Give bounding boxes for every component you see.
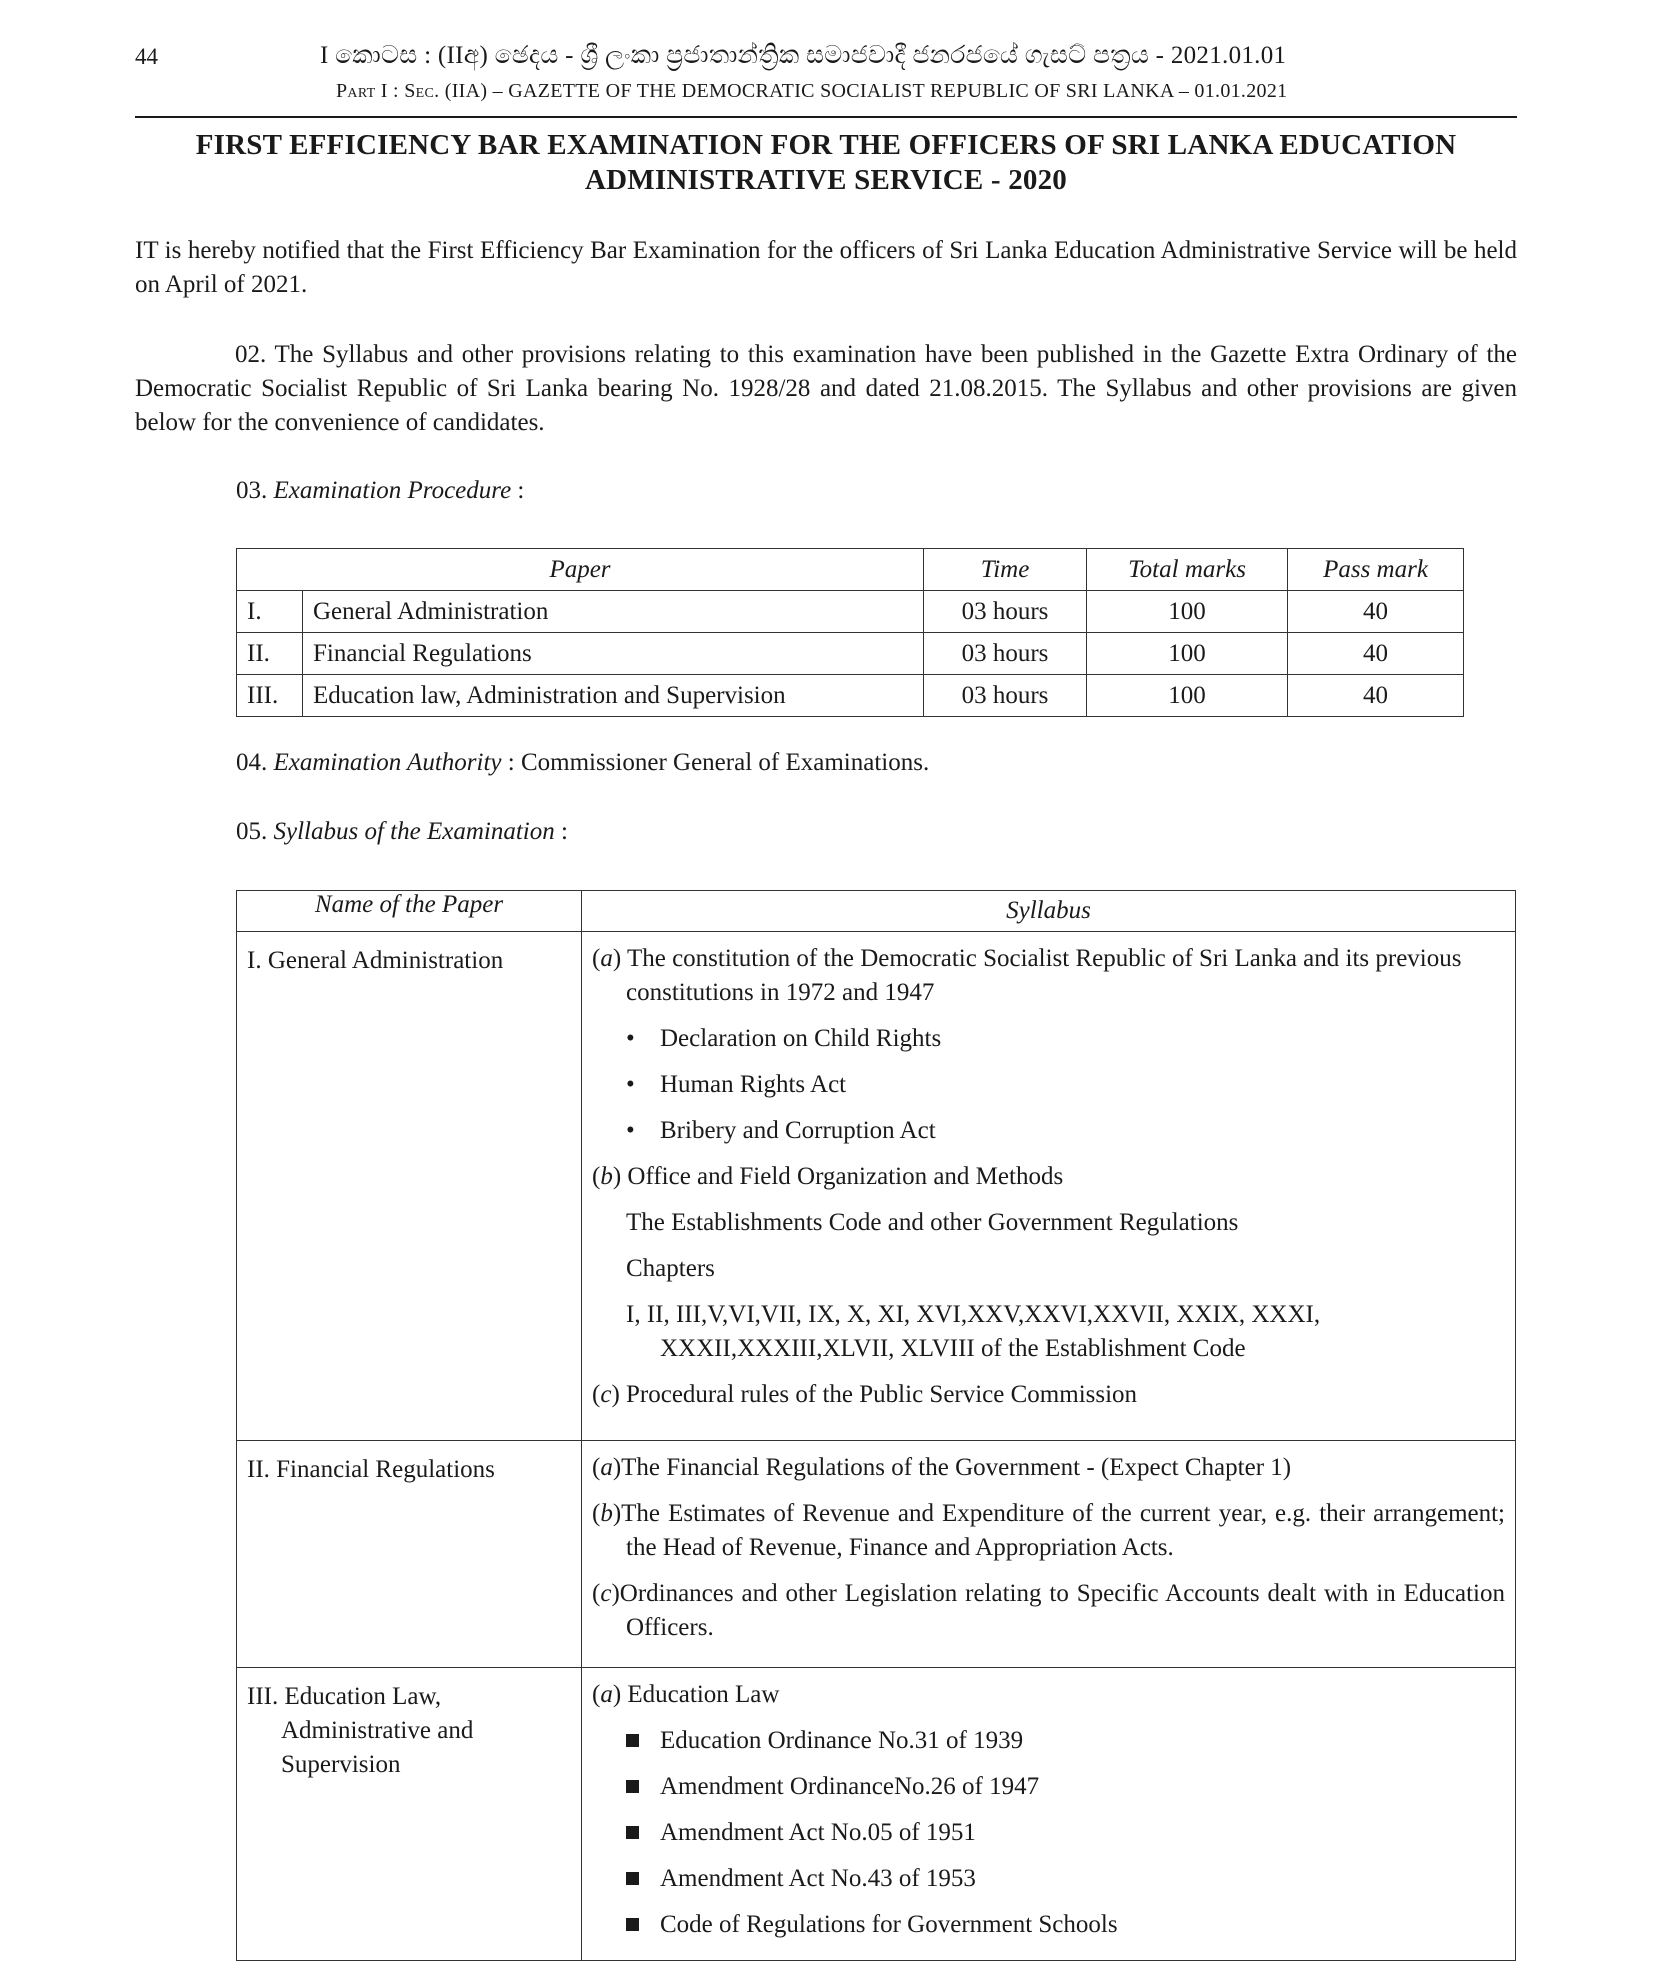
item-text: Ordinances and other Legislation relating to Specific Accounts dealt with in Education Officers. — [619, 1580, 1505, 1641]
table-row — [237, 932, 1516, 1441]
page-number: 44 — [135, 44, 158, 69]
running-head-english: Part I : Sec. (IIA) – GAZETTE OF THE DEMOCRATIC SOCIALIST REPUBLIC OF SRI LANKA – 01.01.2021 — [336, 80, 1288, 102]
paper-time: 03 hours — [924, 633, 1087, 675]
title-line-1: FIRST EFFICIENCY BAR EXAMINATION FOR THE OFFICERS OF SRI LANKA EDUCATION — [195, 129, 1457, 161]
table-row — [237, 591, 1464, 633]
item-text: Office and Field Organization and Methods — [627, 1163, 1064, 1190]
syllabus-cell — [582, 1441, 1516, 1668]
item-05-heading — [236, 815, 568, 849]
paper-name-line: III. Education Law, — [247, 1683, 442, 1710]
item-label: c — [600, 1580, 612, 1607]
header-total-marks: Total marks — [1087, 549, 1288, 591]
item-text: The constitution of the Democratic Socialist Republic of Sri Lanka and its previous constitutions in 1972 and 1947 — [626, 945, 1462, 1006]
running-head-rest: (IIA) – GAZETTE OF THE DEMOCRATIC SOCIALIST REPUBLIC OF SRI LANKA – 01.01.2021 — [444, 80, 1288, 102]
item-03-heading — [236, 474, 524, 508]
list-item-text: Declaration on Child Rights — [660, 1025, 942, 1052]
list-item-text: Education Ordinance No.31 of 1939 — [660, 1727, 1024, 1754]
bullet-dot-icon: • — [626, 1025, 635, 1052]
title-line-2: ADMINISTRATIVE SERVICE - 2020 — [584, 164, 1067, 196]
paper-name: II. Financial Regulations — [247, 1456, 495, 1483]
header-pass-mark: Pass mark — [1288, 549, 1464, 591]
syllabus-line: Chapters — [626, 1255, 715, 1282]
item-05-num: 05. — [236, 818, 268, 845]
item-label: c — [600, 1381, 612, 1408]
header-paper: Paper — [237, 549, 924, 591]
paper-name-cell — [237, 1668, 582, 1961]
syllabus-cell — [582, 932, 1516, 1441]
paper-name: Education law, Administration and Supervision — [303, 675, 924, 717]
syllabus-cell — [582, 1668, 1516, 1961]
notice-title — [135, 128, 1517, 198]
list-item — [592, 1770, 1505, 1804]
header-name-of-paper: Name of the Paper — [237, 891, 582, 932]
list-item-text: Code of Regulations for Government Schools — [660, 1911, 1118, 1938]
paper-total-marks: 100 — [1087, 633, 1288, 675]
square-bullet-icon — [626, 1826, 639, 1839]
item-text: The Financial Regulations of the Government - (Expect Chapter 1) — [621, 1454, 1292, 1481]
list-item — [592, 1114, 1505, 1148]
item-text: Procedural rules of the Public Service Commission — [626, 1381, 1138, 1408]
list-item-text: Bribery and Corruption Act — [660, 1117, 936, 1144]
item-03-label: Examination Procedure — [273, 477, 512, 504]
table-row — [237, 633, 1464, 675]
paper-name: I. General Administration — [247, 947, 504, 974]
list-item — [592, 1068, 1505, 1102]
item-03-suffix: : — [511, 477, 525, 504]
syllabus-header-row — [237, 891, 1516, 932]
item-label: a — [600, 945, 613, 972]
paper-pass-mark: 40 — [1288, 675, 1464, 717]
list-item-text: Amendment Act No.43 of 1953 — [660, 1865, 976, 1892]
item-04-heading — [236, 746, 929, 780]
list-item — [592, 1908, 1505, 1942]
list-item — [592, 1022, 1505, 1056]
table-row — [237, 1668, 1516, 1961]
procedure-header-row — [237, 549, 1464, 591]
square-bullet-icon — [626, 1872, 639, 1885]
syllabus-line-chapters: I, II, III,V,VI,VII, IX, X, XI, XVI,XXV,XXVI,XXVII, XXIX, XXXI, XXXII,XXXIII,XLVII, XLVIII of the Establishment Code — [626, 1301, 1321, 1362]
paper-total-marks: 100 — [1087, 675, 1288, 717]
item-label: b — [600, 1163, 613, 1190]
syllabus-item-a: (a)The Financial Regulations of the Government - (Expect Chapter 1) — [592, 1454, 1292, 1481]
square-bullet-icon — [626, 1918, 639, 1931]
paper-number: II. — [237, 633, 303, 675]
paper-name: General Administration — [303, 591, 924, 633]
paper-name-cell — [237, 932, 582, 1441]
item-05-suffix: : — [554, 818, 568, 845]
paper-name-line: Supervision — [281, 1751, 401, 1778]
syllabus-line: The Establishments Code and other Government Regulations — [626, 1209, 1239, 1236]
header-time: Time — [924, 549, 1087, 591]
header-rule — [135, 116, 1517, 118]
item-04-num: 04. — [236, 749, 268, 776]
syllabus-item-c: (c)Ordinances and other Legislation relating to Specific Accounts dealt with in Education Officers. — [592, 1580, 1505, 1641]
item-label: a — [600, 1454, 613, 1481]
table-row — [237, 1441, 1516, 1668]
bullet-dot-icon: • — [626, 1117, 635, 1144]
paper-total-marks: 100 — [1087, 591, 1288, 633]
list-item-text: Amendment OrdinanceNo.26 of 1947 — [660, 1773, 1040, 1800]
table-row — [237, 675, 1464, 717]
list-item-text: Amendment Act No.05 of 1951 — [660, 1819, 976, 1846]
paper-name-line: Administrative and — [281, 1717, 474, 1744]
paper-time: 03 hours — [924, 675, 1087, 717]
paragraph-02: 02. The Syllabus and other provisions relating to this examination have been published in the Gazette Extra Ordinary of the Democratic Socialist Republic of Sri Lanka bearing No. 1928/28 and dated 21.08.2015. The Syllabus and other provisions are given below for the convenience of candidates. — [135, 341, 1517, 436]
item-04-label: Examination Authority — [273, 749, 502, 776]
examination-procedure-table — [236, 548, 1464, 717]
bullet-dot-icon: • — [626, 1071, 635, 1098]
list-item — [592, 1816, 1505, 1850]
syllabus-item-c: (c) Procedural rules of the Public Service Commission — [592, 1381, 1138, 1408]
paper-number: I. — [237, 591, 303, 633]
paper-name: Financial Regulations — [303, 633, 924, 675]
item-04-text: : Commissioner General of Examinations. — [501, 749, 930, 776]
item-05-label: Syllabus of the Examination — [273, 818, 555, 845]
syllabus-table — [236, 890, 1516, 1961]
running-head-sinhala: I කොටස : (IIඅ) ඡෙදය - ශ්‍රී ලංකා ප්‍රජාතාන්ත්‍රික සමාජවාදී ජනරජයේ ගැසට් පත්‍රය - 2021.01.01 — [320, 42, 1287, 69]
square-bullet-icon — [626, 1780, 639, 1793]
square-bullet-icon — [626, 1734, 639, 1747]
list-item-text: Human Rights Act — [660, 1071, 847, 1098]
running-head-part: Part I — [336, 80, 388, 102]
item-text: The Estimates of Revenue and Expenditure of the current year, e.g. their arrangement; the Head of Revenue, Finance and Appropriation Acts. — [621, 1500, 1505, 1561]
syllabus-item-a: (a) The constitution of the Democratic Socialist Republic of Sri Lanka and its previous constitutions in 1972 and 1947 — [592, 945, 1462, 1006]
item-text: Education Law — [627, 1681, 780, 1708]
paper-pass-mark: 40 — [1288, 591, 1464, 633]
paper-name — [237, 1668, 581, 1782]
paragraph-intro: IT is hereby notified that the First Efficiency Bar Examination for the officers of Sri Lanka Education Administrative Service will be held on April of 2021. — [135, 237, 1517, 298]
paper-number: III. — [237, 675, 303, 717]
header-syllabus: Syllabus — [582, 891, 1516, 932]
syllabus-item-a: (a) Education Law — [592, 1681, 780, 1708]
paper-pass-mark: 40 — [1288, 633, 1464, 675]
paper-time: 03 hours — [924, 591, 1087, 633]
list-item — [592, 1862, 1505, 1896]
syllabus-item-b: (b) Office and Field Organization and Methods — [592, 1163, 1064, 1190]
item-label: b — [600, 1500, 613, 1527]
list-item — [592, 1724, 1505, 1758]
item-03-num: 03. — [236, 477, 268, 504]
syllabus-item-b: (b)The Estimates of Revenue and Expenditure of the current year, e.g. their arrangement; the Head of Revenue, Finance and Appropriation Acts. — [592, 1500, 1505, 1561]
item-label: a — [600, 1681, 613, 1708]
paper-name-cell — [237, 1441, 582, 1668]
running-head-sec: Sec. — [404, 80, 440, 102]
